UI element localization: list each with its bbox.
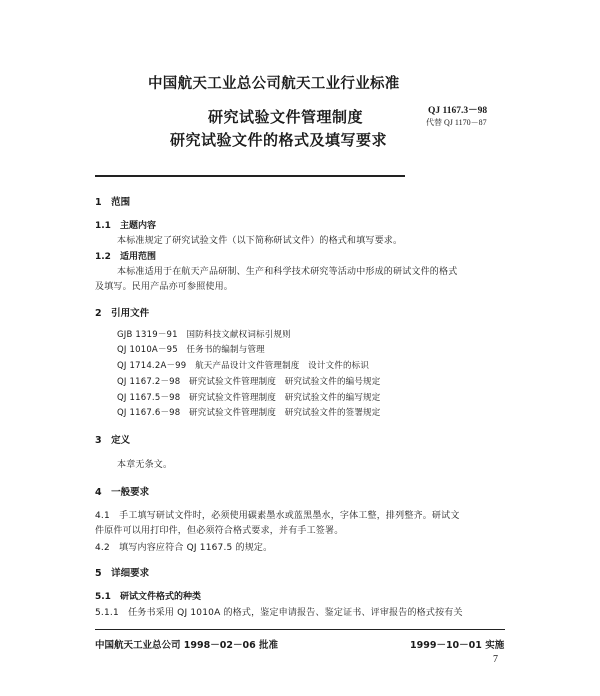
section-3-text: 本章无条文。 xyxy=(117,460,173,470)
reference-item: QJ 1167.5－98 研究试验文件管理制度 研究试验文件的编写规定 xyxy=(117,393,381,403)
section-1-2-text-line2: 及填写。民用产品亦可参照使用。 xyxy=(95,282,234,292)
section-3-heading: 3 定义 xyxy=(95,435,131,446)
replaces-standard: 代替 QJ 1170－87 xyxy=(426,118,487,127)
reference-item: QJ 1010A－95 任务书的编制与管理 xyxy=(117,345,265,355)
reference-item: QJ 1167.2－98 研究试验文件管理制度 研究试验文件的编号规定 xyxy=(117,377,381,387)
approval-statement: 中国航天工业总公司 1998－02－06 批准 xyxy=(95,640,278,651)
section-1-1-text: 本标准规定了研究试验文件（以下简称研试文件）的格式和填写要求。 xyxy=(117,236,403,246)
issuing-organization: 中国航天工业总公司航天工业行业标准 xyxy=(148,76,400,92)
section-1-1-heading: 1.1 主题内容 xyxy=(95,221,156,231)
document-title-line1: 研究试验文件管理制度 xyxy=(208,108,364,126)
section-1-2-text-line1: 本标准适用于在航天产品研制、生产和科学技术研究等活动中形成的研试文件的格式 xyxy=(117,267,458,277)
footer-divider xyxy=(95,629,505,630)
section-2-heading: 2 引用文件 xyxy=(95,308,150,319)
section-5-1-heading: 5.1 研试文件格式的种类 xyxy=(95,592,201,602)
section-4-2: 4.2 填写内容应符合 QJ 1167.5 的规定。 xyxy=(95,543,273,553)
section-4-heading: 4 一般要求 xyxy=(95,487,150,498)
title-divider xyxy=(95,175,405,177)
section-5-heading: 5 详细要求 xyxy=(95,568,150,579)
reference-item: QJ 1714.2A－99 航天产品设计文件管理制度 设计文件的标识 xyxy=(117,361,370,371)
section-4-1-line1: 4.1 手工填写研试文件时，必须使用碳素墨水或蓝黑墨水，字体工整，排列整齐。研试文 xyxy=(95,511,460,521)
reference-item: GJB 1319－91 国防科技文献权词标引规则 xyxy=(117,330,291,340)
section-1-2-heading: 1.2 适用范围 xyxy=(95,252,156,262)
section-5-1-1: 5.1.1 任务书采用 QJ 1010A 的格式，鉴定申请报告、鉴定证书、评审报告的格式按有关 xyxy=(95,608,463,618)
page-number: 7 xyxy=(493,654,498,665)
section-4-1-line2: 件原件可以用打印件，但必须符合格式要求，并有手工签署。 xyxy=(95,526,344,536)
implementation-date: 1999－10－01 实施 xyxy=(410,640,505,651)
document-title-line2: 研究试验文件的格式及填写要求 xyxy=(170,131,388,149)
section-1-heading: 1 范围 xyxy=(95,197,131,208)
standard-code: QJ 1167.3－98 xyxy=(428,106,488,116)
reference-item: QJ 1167.6－98 研究试验文件管理制度 研究试验文件的签署规定 xyxy=(117,408,381,418)
